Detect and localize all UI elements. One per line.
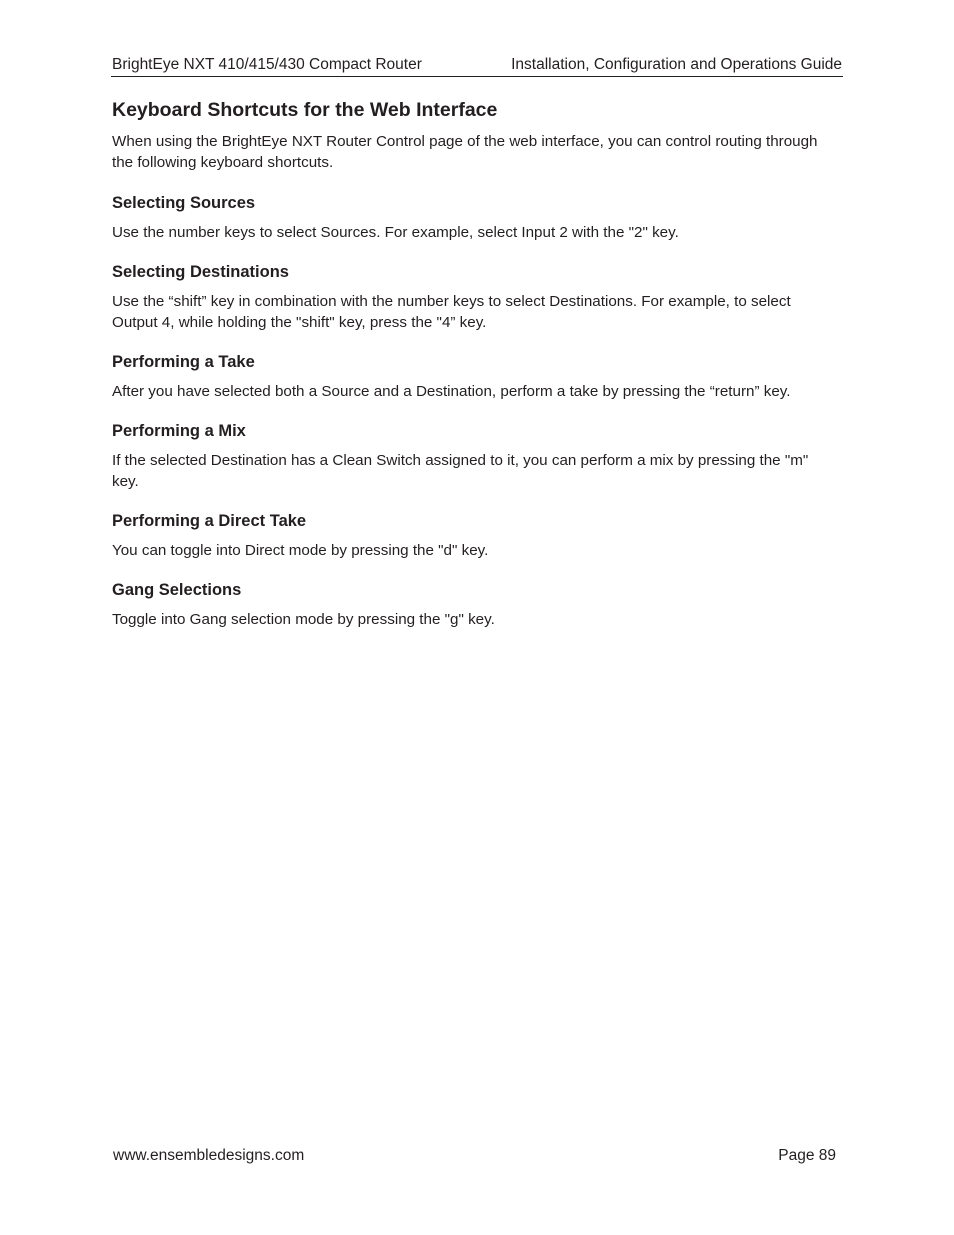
section-performing-mix (112, 420, 836, 492)
intro-paragraph: When using the BrightEye NXT Router Control page of the web interface, you can control routing through the following keyboard shortcuts. (112, 133, 818, 171)
footer-website: www.ensembledesigns.com (113, 1147, 305, 1164)
section-heading: Selecting Destinations (112, 263, 289, 281)
section-selecting-destinations (112, 261, 836, 333)
section-body: If the selected Destination has a Clean Switch assigned to it, you can perform a mix by pressing the "m" key. (112, 452, 809, 490)
section-body: Toggle into Gang selection mode by pressing the "g" key. (112, 611, 495, 628)
section-gang-selections (112, 579, 836, 630)
section-body: You can toggle into Direct mode by pressing the "d" key. (112, 542, 489, 559)
section-heading: Selecting Sources (112, 194, 256, 212)
section-performing-direct-take (112, 510, 836, 561)
page-content (112, 96, 836, 630)
page-footer (113, 1145, 836, 1167)
section-heading: Performing a Take (112, 353, 255, 371)
header-guide-title: Installation, Configuration and Operations Guide (511, 56, 842, 73)
section-body: Use the “shift” key in combination with the number keys to select Destinations. For example, to select Output 4, while holding the "shift" key, press the "4” key. (112, 293, 791, 331)
page-title: Keyboard Shortcuts for the Web Interface (112, 99, 498, 121)
section-heading: Gang Selections (112, 581, 242, 599)
section-heading: Performing a Mix (112, 422, 246, 440)
section-body: After you have selected both a Source and a Destination, perform a take by pressing the “return” key. (112, 383, 791, 400)
page-header (111, 54, 843, 77)
section-heading: Performing a Direct Take (112, 512, 307, 530)
section-selecting-sources (112, 192, 836, 243)
page-number: Page 89 (778, 1147, 836, 1164)
section-body: Use the number keys to select Sources. For example, select Input 2 with the "2" key. (112, 224, 679, 241)
section-performing-take (112, 351, 836, 402)
header-product-name: BrightEye NXT 410/415/430 Compact Router (112, 56, 422, 73)
